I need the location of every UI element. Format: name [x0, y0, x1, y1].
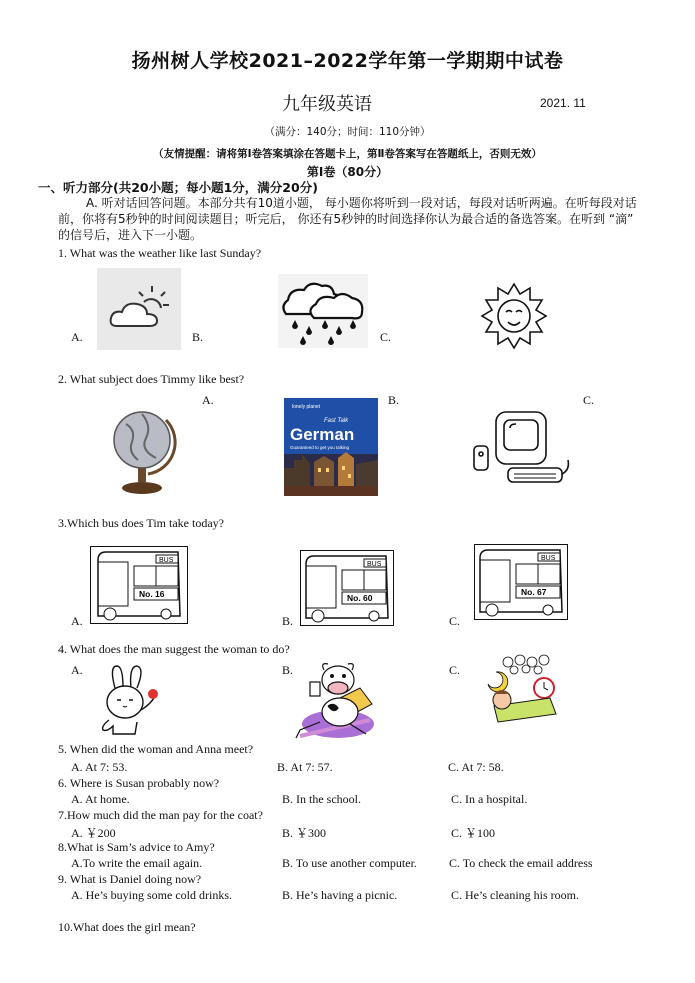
question-3: 3.Which bus does Tim take today? — [58, 516, 224, 530]
sun-icon — [478, 280, 550, 352]
bus-label: BUS — [159, 557, 174, 564]
book-subtitle: Guaranteed to get you talking — [290, 445, 350, 450]
q9-option-b[interactable]: B. He’s having a picnic. — [282, 888, 398, 902]
q1-option-a[interactable]: A. — [71, 330, 83, 344]
question-10: 10.What does the girl mean? — [58, 920, 196, 934]
q1-option-b[interactable]: B. — [192, 330, 204, 344]
score-line: （满分：140分；时间：110分钟） — [264, 126, 431, 138]
q5-option-a[interactable]: A. At 7: 53. — [71, 760, 128, 774]
question-9: 9. What is Daniel doing now? — [58, 872, 202, 886]
bus-no-16 — [90, 546, 188, 624]
q7-option-b[interactable]: B. ￥300 — [282, 826, 327, 840]
q2-option-a[interactable]: A. — [202, 393, 214, 407]
book-brand: lonely planet — [292, 404, 321, 410]
q2-option-c[interactable]: C. — [583, 393, 595, 407]
q6-option-b[interactable]: B. In the school. — [282, 792, 361, 806]
book-title: German — [290, 425, 355, 444]
rainy-clouds-icon — [278, 274, 368, 348]
q4-option-c[interactable]: C. — [449, 663, 461, 677]
bus-label: BUS — [367, 561, 382, 568]
q6-option-c[interactable]: C. In a hospital. — [451, 792, 528, 806]
q3-option-b[interactable]: B. — [282, 614, 294, 628]
question-8: 8.What is Sam’s advice to Amy? — [58, 840, 215, 854]
q3-option-c[interactable]: C. — [449, 614, 461, 628]
bus-label: BUS — [541, 555, 556, 562]
volume-heading: 第Ⅰ卷（80分） — [306, 165, 389, 179]
q8-option-c[interactable]: C. To check the email address — [449, 856, 593, 870]
exam-subtitle: 九年级英语 — [282, 94, 372, 115]
question-5: 5. When did the woman and Anna meet? — [58, 742, 254, 756]
exam-date: 2021. 11 — [540, 96, 586, 110]
sleeping-icon — [478, 654, 562, 726]
bus-number: No. 67 — [521, 587, 547, 597]
notice-line: （友情提醒：请将第Ⅰ卷答案填涂在答题卡上，第Ⅱ卷答案写在答题纸上，否则无效） — [153, 148, 542, 160]
q9-option-c[interactable]: C. He’s cleaning his room. — [451, 888, 579, 902]
q1-option-c[interactable]: C. — [380, 330, 392, 344]
computer-icon — [468, 408, 572, 490]
section-instructions: A. 听对话回答问题。本部分共有10道小题， 每小题你将听到一段对话，每段对话听两遍。在听每段对话前，你将有5秒钟的时间阅读题目；听完后， 你还有5秒钟的时间选择你认为最合适的备选答案。在听到 “滴” 的信号后，进入下一小题。 — [58, 196, 637, 242]
bus-no-60 — [300, 550, 394, 626]
q9-option-a[interactable]: A. He’s buying some cold drinks. — [71, 888, 232, 902]
partly-cloudy-icon — [97, 268, 181, 350]
question-4: 4. What does the man suggest the woman to do? — [58, 642, 290, 656]
q7-option-a[interactable]: A. ￥200 — [71, 826, 116, 840]
cow-relaxing-icon — [280, 660, 376, 742]
q5-option-b[interactable]: B. At 7: 57. — [277, 760, 333, 774]
german-book-cover — [284, 398, 378, 496]
bus-number: No. 60 — [347, 593, 373, 603]
section-title: 一、听力部分(共20小题；每小题1分，满分20分) — [38, 180, 318, 195]
q8-option-a[interactable]: A.To write the email again. — [71, 856, 203, 870]
question-1: 1. What was the weather like last Sunday? — [58, 246, 262, 260]
globe-icon — [108, 402, 178, 498]
q7-option-c[interactable]: C. ￥100 — [451, 826, 496, 840]
question-2: 2. What subject does Timmy like best? — [58, 372, 245, 386]
bus-no-67 — [474, 544, 568, 620]
q4-option-b[interactable]: B. — [282, 663, 294, 677]
question-7: 7.How much did the man pay for the coat? — [58, 808, 263, 822]
exam-title: 扬州树人学校2021–2022学年第一学期期中试卷 — [131, 50, 564, 72]
q6-option-a[interactable]: A. At home. — [71, 792, 130, 806]
q3-option-a[interactable]: A. — [71, 614, 83, 628]
q5-option-c[interactable]: C. At 7: 58. — [448, 760, 504, 774]
q2-option-b[interactable]: B. — [388, 393, 400, 407]
rabbit-sick-icon — [95, 664, 161, 736]
q8-option-b[interactable]: B. To use another computer. — [282, 856, 417, 870]
book-small-title: Fast Talk — [324, 418, 349, 424]
q4-option-a[interactable]: A. — [71, 663, 83, 677]
question-6: 6. Where is Susan probably now? — [58, 776, 220, 790]
bus-number: No. 16 — [139, 589, 165, 599]
